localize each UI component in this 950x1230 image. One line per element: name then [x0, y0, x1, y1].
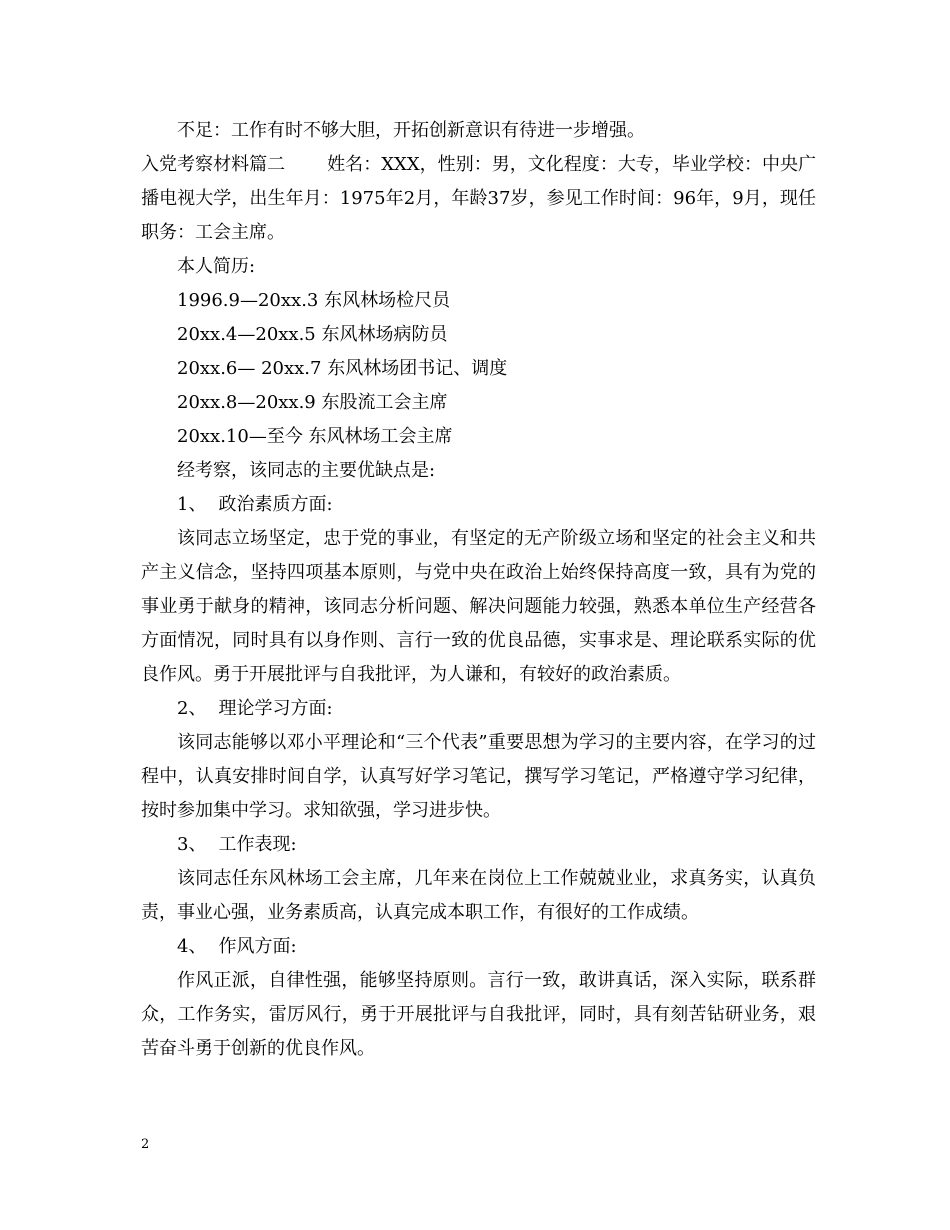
resume-heading: 本人简历:	[177, 256, 256, 277]
section-heading-text: 政治素质方面:	[218, 494, 333, 515]
section-body-political: 该同志立场坚定，忠于党的事业，有坚定的无产阶级立场和坚定的社会主义和共产主义信念，坚持四项基本原则，与党中央在政治上始终保持高度一致，具有为党的事业勇于献身的精神，该同志分析问题、解决问题能力较强，熟悉本单位生产经营各方面情况，同时具有以身作则、言行一致的优良品德，实事求是、理论联系实际的优良作风。勇于开展批评与自我批评，为人谦和，有较好的政治素质。	[141, 528, 816, 685]
evaluation-intro: 经考察，该同志的主要优缺点是:	[177, 460, 436, 481]
section-heading-work	[141, 828, 816, 862]
section-heading-text: 理论学习方面:	[218, 698, 333, 719]
personal-info: 姓名：XXX，性别：男，文化程度：大专，毕业学校：中央广播电视大学，出生年月：1975年2月，年龄37岁，参见工作时间：96年，9月，现任职务：工会主席。	[141, 154, 816, 243]
section-heading-style	[141, 930, 816, 964]
resume-entry: 20xx.4—20xx.5 东风林场病防员	[177, 324, 448, 345]
section-body-work: 该同志任东风林场工会主席，几年来在岗位上工作兢兢业业，求真务实，认真负责，事业心强，业务素质高，认真完成本职工作，有很好的工作成绩。	[141, 868, 816, 923]
section-number: 2、	[177, 698, 207, 719]
page-number: 2	[141, 1137, 150, 1152]
document-body	[141, 114, 816, 1066]
resume-entry: 20xx.8—20xx.9 东股流工会主席	[177, 392, 448, 413]
section-number: 4、	[177, 936, 207, 957]
section-number: 1、	[177, 494, 207, 515]
resume-entry: 1996.9—20xx.3 东风林场检尺员	[177, 290, 451, 311]
section-heading-text: 作风方面:	[218, 936, 297, 957]
section-body-style: 作风正派，自律性强，能够坚持原则。言行一致，敢讲真话，深入实际，联系群众，工作务实，雷厉风行，勇于开展批评与自我批评，同时，具有刻苦钻研业务，艰苦奋斗勇于创新的优良作风。	[141, 970, 816, 1059]
resume-entry: 20xx.6— 20xx.7 东风林场团书记、调度	[177, 358, 508, 379]
intro-paragraph	[141, 148, 816, 250]
section-heading-study	[141, 692, 816, 726]
section-title: 入党考察材料篇二	[141, 154, 286, 175]
shortcoming-paragraph: 不足：工作有时不够大胆，开拓创新意识有待进一步增强。	[177, 120, 645, 141]
resume-entry: 20xx.10—至今 东风林场工会主席	[177, 426, 453, 447]
section-number: 3、	[177, 834, 207, 855]
section-body-study: 该同志能够以邓小平理论和“三个代表”重要思想为学习的主要内容，在学习的过程中，认真安排时间自学，认真写好学习笔记，撰写学习笔记，严格遵守学习纪律，按时参加集中学习。求知欲强，学习进步快。	[141, 732, 816, 821]
section-heading-political	[141, 488, 816, 522]
section-heading-text: 工作表现:	[218, 834, 297, 855]
